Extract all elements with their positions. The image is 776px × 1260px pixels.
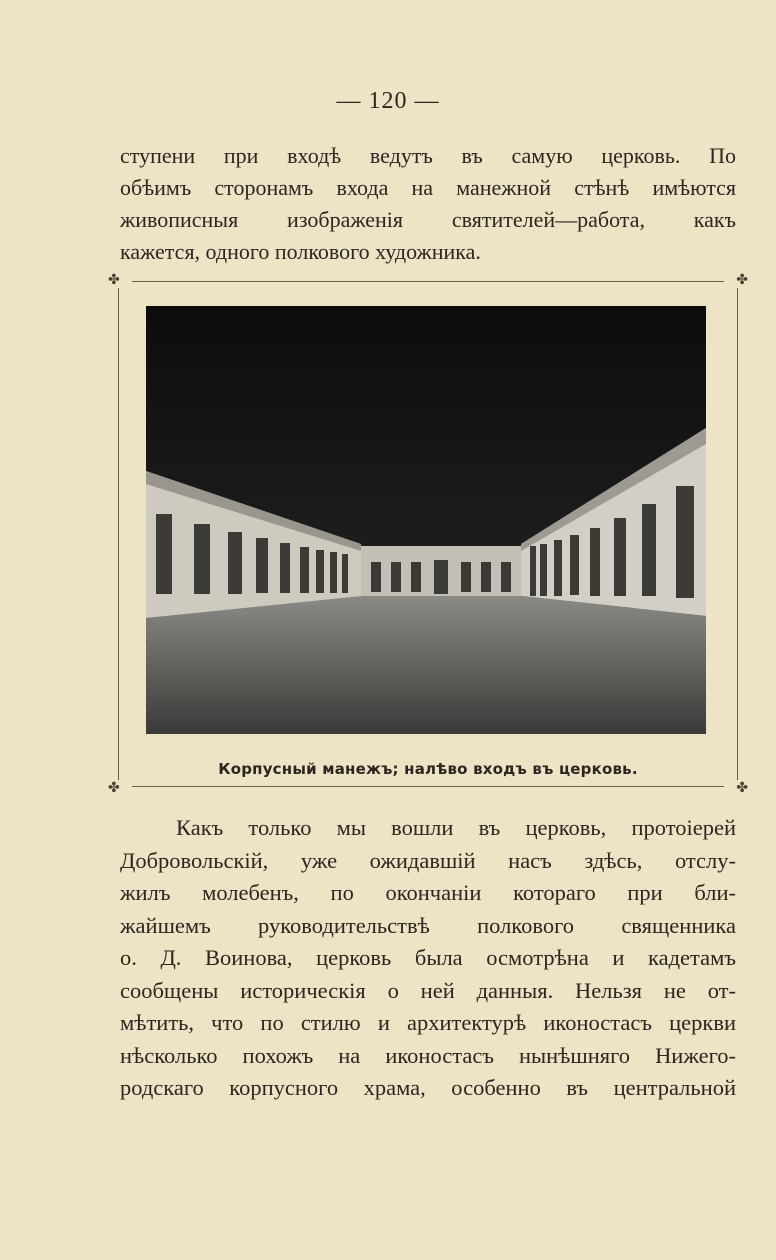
text-line: обѣимъ сторонамъ входа на манежной стѣнѣ имѣются bbox=[120, 175, 736, 200]
text-line: ступени при входѣ ведутъ въ самую церковь. По bbox=[120, 143, 736, 168]
figure-caption: Корпусный манежъ; налѣво входъ въ церковь. bbox=[218, 760, 638, 778]
text-line: жайшемъ руководительствѣ полкового священника bbox=[120, 912, 736, 938]
frame-rule-right bbox=[737, 288, 738, 780]
fleuron-icon: ✤ bbox=[108, 781, 120, 796]
text-line: кажется, одного полкового художника. bbox=[120, 239, 481, 264]
fleuron-icon: ✤ bbox=[108, 273, 120, 288]
fleuron-icon: ✤ bbox=[736, 781, 748, 796]
page-number: — 120 — bbox=[336, 88, 440, 114]
text-line: о. Д. Воинова, церковь была осмотрѣна и кадетамъ bbox=[120, 945, 736, 970]
fleuron-icon: ✤ bbox=[736, 273, 748, 288]
text-line: Какъ только мы вошли въ церковь, протоіерей bbox=[176, 815, 736, 840]
top-paragraph bbox=[120, 140, 736, 268]
text-line: нѣсколько похожъ на иконостасъ нынѣшняго Нижего- bbox=[120, 1042, 736, 1068]
text-line: жилъ молебенъ, по окончаніи котораго при бли- bbox=[120, 880, 736, 905]
bottom-paragraph bbox=[120, 812, 736, 1105]
riding-hall-photo bbox=[146, 306, 706, 734]
frame-rule-top bbox=[132, 281, 724, 282]
text-line: Добровольскій, уже ожидавшій насъ здѣсь, отслу- bbox=[120, 847, 736, 873]
text-line: родскаго корпусного храма, особенно въ центральной bbox=[120, 1075, 736, 1100]
text-line: живописныя изображенія святителей—работа, какъ bbox=[120, 207, 736, 232]
figure-frame bbox=[108, 273, 748, 796]
text-line: сообщены историческія о ней данныя. Нельзя не от- bbox=[120, 977, 736, 1003]
frame-rule-bottom bbox=[132, 786, 724, 787]
text-line: мѣтить, что по стилю и архитектурѣ иконостасъ церкви bbox=[120, 1010, 736, 1035]
frame-rule-left bbox=[118, 288, 119, 780]
